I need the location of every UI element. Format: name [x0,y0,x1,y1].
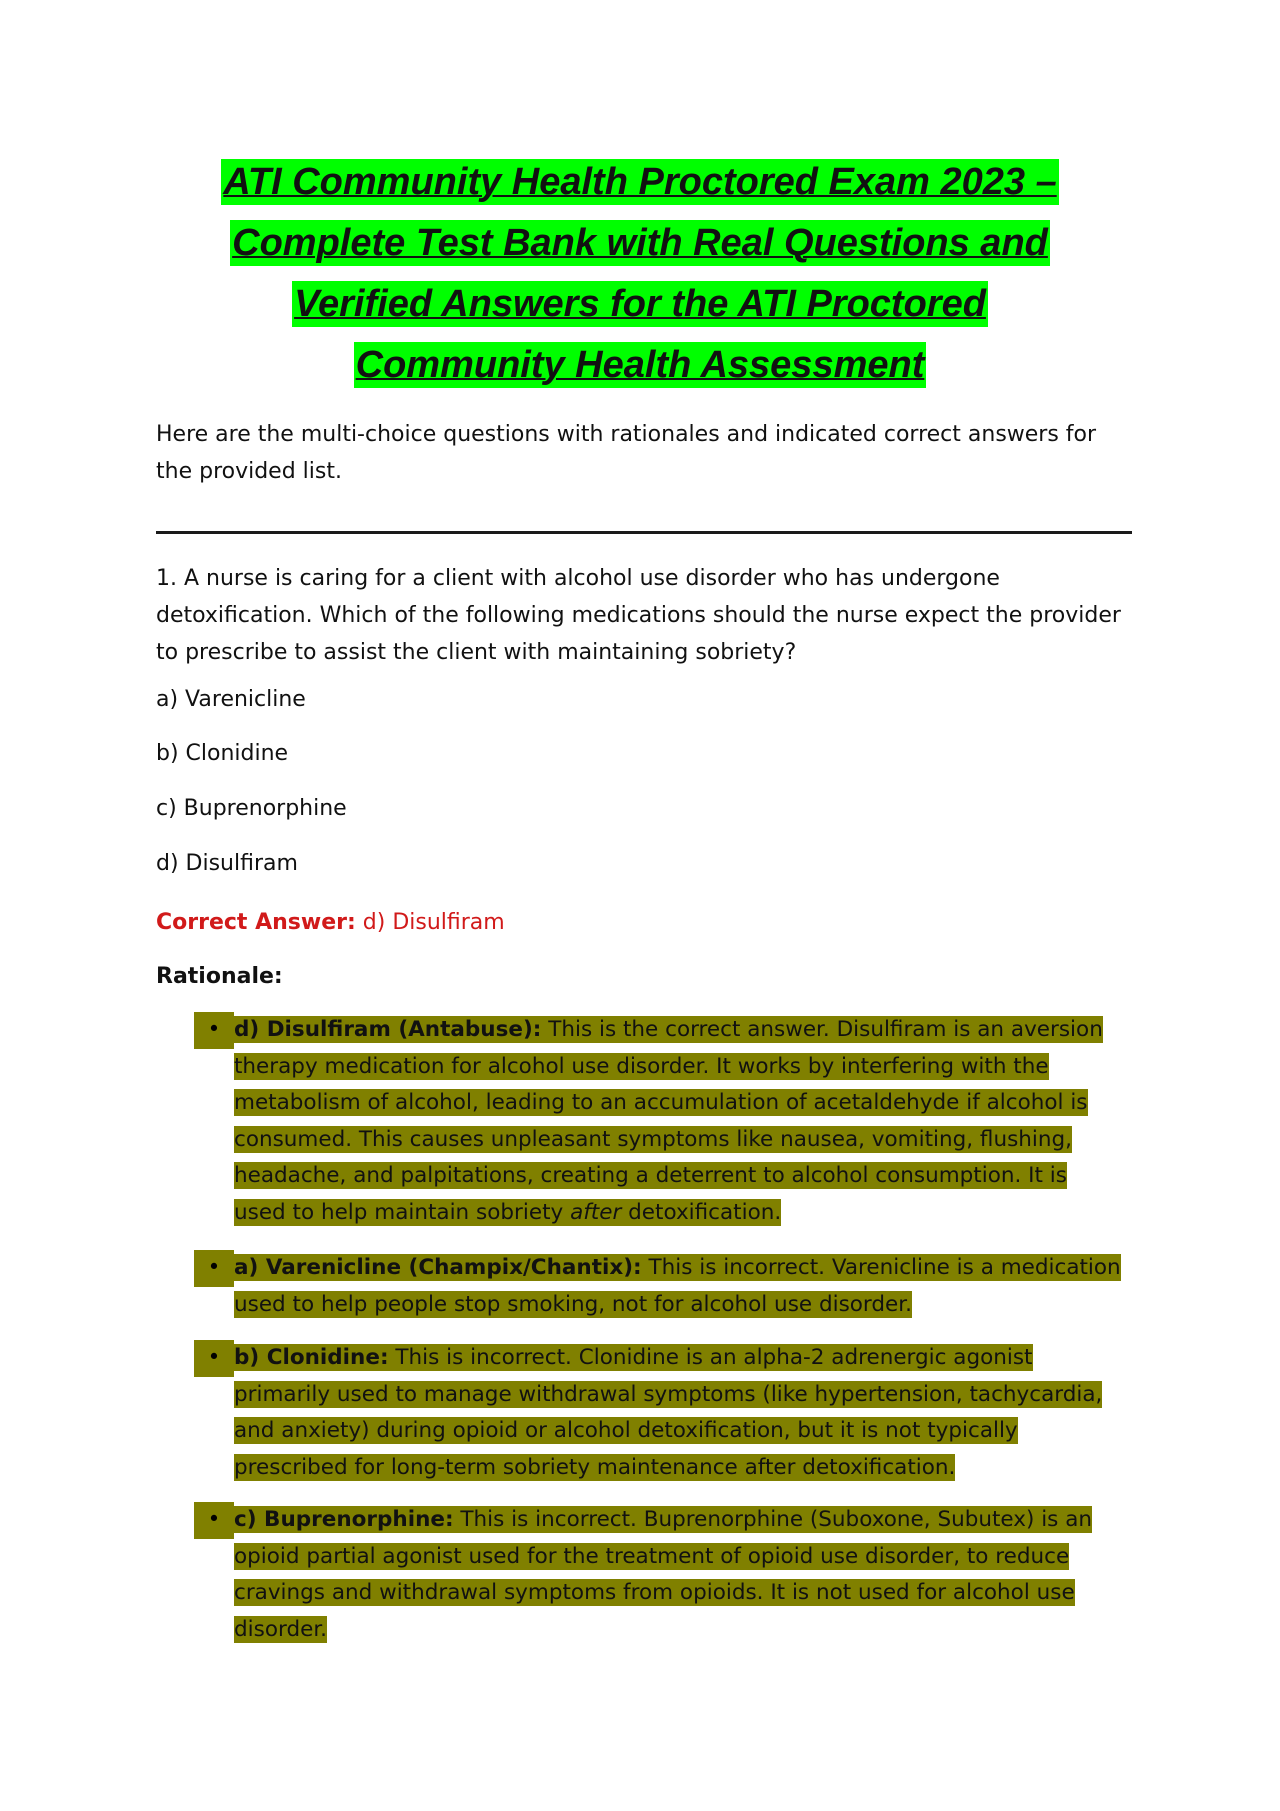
rationale-item-disulfiram [194,1012,1124,1231]
title-line-3: Verified Answers for the ATI Proctored [294,283,986,325]
bullet-dot: • [194,1250,234,1287]
correct-answer-label: Correct Answer: [156,910,356,935]
rationale-lead: b) Clonidine: [234,1345,389,1370]
option-b: b) Clonidine [156,741,289,766]
horizontal-rule [156,531,1132,534]
rationale-lead: c) Buprenorphine: [234,1507,454,1532]
title-line-4: Community Health Assessment [355,344,925,386]
correct-answer-value: d) Disulfiram [355,910,505,935]
rationale-item-varenicline [194,1250,1124,1323]
rationale-heading: Rationale: [156,964,283,989]
bullet-dot: • [194,1502,234,1539]
rationale-text: This is incorrect. Buprenorphine (Suboxone, Subutex) is an opioid partial agonist used for the treatment of opioid use disorder, to reduce cravings and withdrawal symptoms from opioids. It is not used for alcohol use disorder. [234,1507,1093,1642]
rationale-item-buprenorphine [194,1502,1124,1648]
option-a: a) Varenicline [156,687,306,712]
document-title [150,152,1130,396]
correct-answer [156,904,505,941]
rationale-text: This is incorrect. Clonidine is an alpha-2 adrenergic agonist primarily used to manage withdrawal symptoms (like hypertension, tachycardia, and anxiety) during opioid or alcohol detoxification, but it is not typically prescribed for long-term sobriety maintenance after detoxification. [234,1345,1103,1480]
rationale-emphasis: after [570,1199,622,1225]
option-c: c) Buprenorphine [156,796,347,821]
rationale-text-end: detoxification. [621,1199,782,1225]
intro-paragraph: Here are the multi-choice questions with rationales and indicated correct answers for the provided list. [156,422,1097,484]
rationale-text: This is the correct answer. Disulfiram is an aversion therapy medication for alcohol use disorder. It works by interfering with the metabolism of alcohol, leading to an accumulation of acetaldehyde if alcohol is consumed. This causes unpleasant symptoms like nausea, vomiting, flushing, headache, and palpitations, creating a deterrent to alcohol consumption. It is used to help maintain sobriety [234,1017,1103,1225]
rationale-lead: d) Disulfiram (Antabuse): [234,1017,542,1042]
bullet-dot: • [194,1012,234,1049]
bullet-dot: • [194,1340,234,1377]
question-text: 1. A nurse is caring for a client with alcohol use disorder who has undergone detoxification. Which of the following medications should the nurse expect the provider to prescribe to assist the client with maintaining sobriety? [156,566,1121,665]
rationale-text: This is incorrect. Varenicline is a medication used to help people stop smoking, not for alcohol use disorder. [234,1255,1121,1317]
option-d: d) Disulfiram [156,851,298,876]
rationale-item-clonidine [194,1340,1124,1486]
rationale-lead: a) Varenicline (Champix/Chantix): [234,1255,642,1280]
title-line-1: ATI Community Health Proctored Exam 2023 – [223,161,1057,203]
title-line-2: Complete Test Bank with Real Questions and [232,222,1048,264]
